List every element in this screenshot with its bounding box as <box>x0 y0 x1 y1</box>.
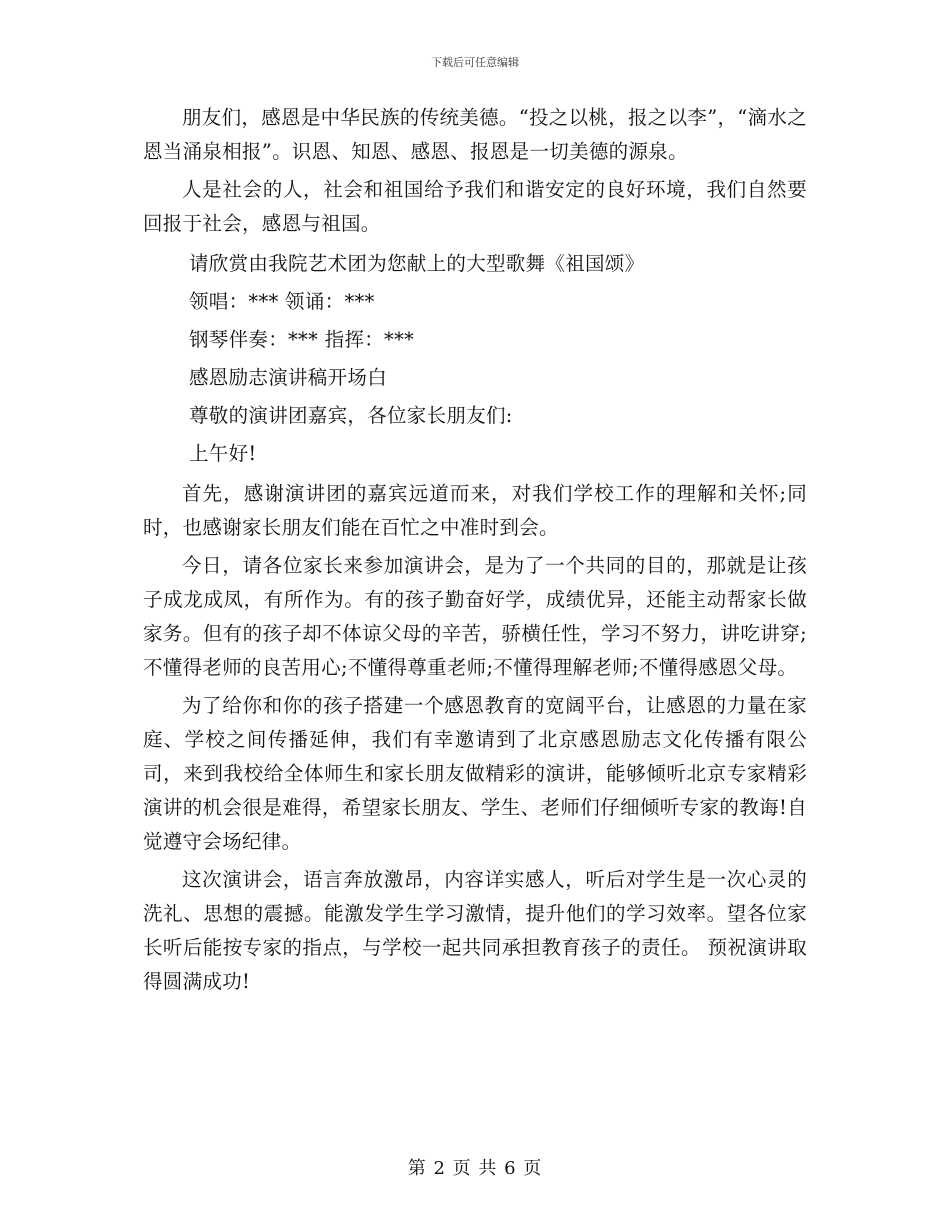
page-number: 第 2 页 共 6 页 <box>407 1158 543 1179</box>
paragraph-society-motherland: 人是社会的人，社会和祖国给予我们和谐安定的良好环境，我们自然要回报于社会，感恩与祖国。 <box>143 178 807 235</box>
header-note: 下载后可任意编辑 <box>431 56 519 69</box>
lead-singer-line: 领唱：*** 领诵：*** <box>189 290 375 313</box>
paragraph-thanks: 首先，感谢演讲团的嘉宾远道而来，对我们学校工作的理解和关怀;同时，也感谢家长朋友们能在百忙之中准时到会。 <box>143 482 807 539</box>
paragraph-gratitude-virtue: 朋友们，感恩是中华民族的传统美德。“投之以桃，报之以李”，“滴水之恩当涌泉相报”。识恩、知恩、感恩、报恩是一切美德的源泉。 <box>143 106 807 163</box>
salutation: 尊敬的演讲团嘉宾，各位家长朋友们: <box>189 404 513 427</box>
document-body <box>143 101 807 999</box>
paragraph-platform: 为了给你和你的孩子搭建一个感恩教育的宽阔平台，让感恩的力量在家庭、学校之间传播延伸，我们有幸邀请到了北京感恩励志文化传播有限公司，来到我校给全体师生和家长朋友做精彩的演讲，能够倾听北京专家精彩演讲的机会很是难得，希望家长朋友、学生、老师们仔细倾听专家的教诲!自觉遵守会场纪律。 <box>143 694 807 853</box>
paragraph-closing: 这次演讲会，语言奔放激昂，内容详实感人，听后对学生是一次心灵的洗礼、思想的震撼。能激发学生学习激情，提升他们的学习效率。望各位家长听后能按专家的指点，与学校一起共同承担教育孩子的责任。 预祝演讲取得圆满成功! <box>143 868 807 993</box>
program-announcement: 请欣赏由我院艺术团为您献上的大型歌舞《祖国颂》 <box>189 252 645 275</box>
paragraph-purpose: 今日，请各位家长来参加演讲会，是为了一个共同的目的，那就是让孩子成龙成凤，有所作为。有的孩子勤奋好学，成绩优异，还能主动帮家长做家务。但有的孩子却不体谅父母的辛苦，骄横任性，学习不努力，讲吃讲穿;不懂得老师的良苦用心;不懂得尊重老师;不懂得理解老师;不懂得感恩父母。 <box>143 554 807 679</box>
piano-conductor-line: 钢琴伴奏：*** 指挥：*** <box>189 328 415 351</box>
greeting: 上午好! <box>189 442 257 465</box>
section-title: 感恩励志演讲稿开场白 <box>189 366 388 389</box>
